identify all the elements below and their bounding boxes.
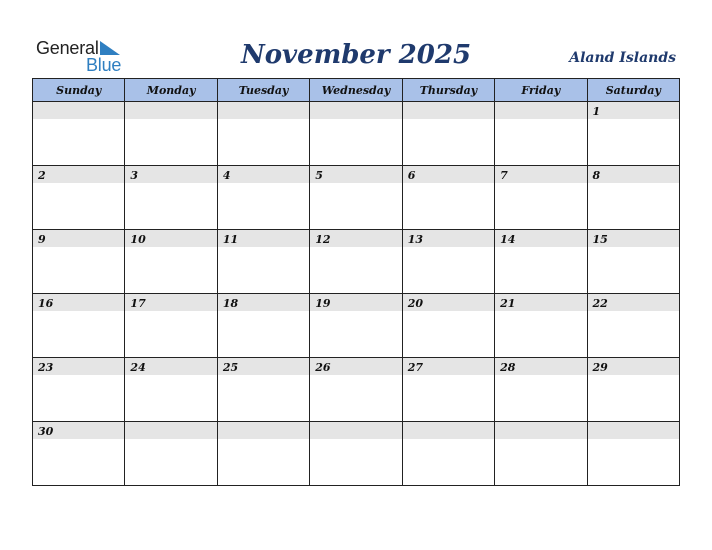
date-band xyxy=(218,102,309,119)
day-number: 19 xyxy=(315,297,331,310)
day-cell[interactable] xyxy=(587,294,679,358)
weekday-header: Tuesday xyxy=(217,79,309,102)
day-cell[interactable] xyxy=(402,294,494,358)
day-cell[interactable] xyxy=(217,230,309,294)
calendar-grid xyxy=(32,78,680,486)
day-cell[interactable] xyxy=(33,166,125,230)
day-cell[interactable] xyxy=(310,358,402,422)
day-cell[interactable] xyxy=(310,102,402,166)
day-cell[interactable] xyxy=(587,230,679,294)
date-band xyxy=(125,102,216,119)
weekday-header: Monday xyxy=(125,79,217,102)
day-cell[interactable] xyxy=(495,166,587,230)
day-cell[interactable] xyxy=(402,102,494,166)
day-cell[interactable] xyxy=(125,294,217,358)
date-band xyxy=(33,166,124,183)
day-number: 14 xyxy=(500,233,516,246)
day-cell[interactable] xyxy=(495,358,587,422)
day-number: 21 xyxy=(500,297,516,310)
day-number: 7 xyxy=(500,169,508,182)
date-band xyxy=(588,102,679,119)
calendar-title: November 2025 xyxy=(240,40,472,70)
day-number: 8 xyxy=(592,169,601,182)
day-cell[interactable] xyxy=(33,358,125,422)
date-band xyxy=(495,422,586,439)
day-cell[interactable] xyxy=(495,230,587,294)
weekday-header: Friday xyxy=(495,79,587,102)
day-cell[interactable] xyxy=(495,102,587,166)
day-number: 5 xyxy=(315,169,323,182)
weekday-header: Saturday xyxy=(587,79,679,102)
date-band xyxy=(125,422,216,439)
day-cell[interactable] xyxy=(33,294,125,358)
day-cell[interactable] xyxy=(402,230,494,294)
day-cell[interactable] xyxy=(402,166,494,230)
day-cell[interactable] xyxy=(33,102,125,166)
week-row xyxy=(33,102,680,166)
day-number: 16 xyxy=(38,297,54,310)
day-cell[interactable] xyxy=(310,230,402,294)
week-row xyxy=(33,422,680,486)
day-cell[interactable] xyxy=(495,294,587,358)
week-row xyxy=(33,358,680,422)
day-number: 12 xyxy=(315,233,331,246)
day-cell[interactable] xyxy=(125,102,217,166)
weekday-header: Thursday xyxy=(402,79,494,102)
date-band xyxy=(495,166,586,183)
day-number: 30 xyxy=(38,425,54,438)
weekday-header: Wednesday xyxy=(310,79,402,102)
date-band xyxy=(403,166,494,183)
date-band xyxy=(33,230,124,247)
week-row xyxy=(33,166,680,230)
day-cell[interactable] xyxy=(587,102,679,166)
day-number: 2 xyxy=(38,169,46,182)
week-row xyxy=(33,294,680,358)
date-band xyxy=(218,422,309,439)
day-number: 17 xyxy=(130,297,146,310)
day-cell[interactable] xyxy=(587,422,679,486)
weekday-header-row xyxy=(33,79,680,102)
date-band xyxy=(33,102,124,119)
day-cell[interactable] xyxy=(587,358,679,422)
day-cell[interactable] xyxy=(217,422,309,486)
day-cell[interactable] xyxy=(402,422,494,486)
country-label: Aland Islands xyxy=(569,50,676,66)
day-cell[interactable] xyxy=(33,422,125,486)
day-cell[interactable] xyxy=(310,422,402,486)
day-cell[interactable] xyxy=(310,294,402,358)
logo-general-text: General xyxy=(36,38,99,58)
day-cell[interactable] xyxy=(587,166,679,230)
day-number: 23 xyxy=(38,361,54,374)
day-number: 20 xyxy=(407,297,423,310)
logo-blue-text: Blue xyxy=(86,55,122,75)
day-cell[interactable] xyxy=(33,230,125,294)
day-number: 13 xyxy=(407,233,423,246)
day-cell[interactable] xyxy=(217,294,309,358)
day-number: 22 xyxy=(592,297,608,310)
day-number: 28 xyxy=(500,361,516,374)
date-band xyxy=(310,166,401,183)
day-number: 18 xyxy=(222,297,239,310)
day-number: 10 xyxy=(130,233,146,246)
date-band xyxy=(403,422,494,439)
day-number: 15 xyxy=(592,233,608,246)
date-band xyxy=(588,166,679,183)
date-band xyxy=(588,422,679,439)
day-number: 6 xyxy=(407,169,416,182)
day-number: 24 xyxy=(130,361,146,374)
day-cell[interactable] xyxy=(125,422,217,486)
date-band xyxy=(495,102,586,119)
day-number: 1 xyxy=(592,105,601,118)
day-number: 9 xyxy=(38,233,46,246)
day-number: 25 xyxy=(222,361,239,374)
day-cell[interactable] xyxy=(125,358,217,422)
day-number: 27 xyxy=(407,361,423,374)
date-band xyxy=(125,166,216,183)
day-number: 29 xyxy=(592,361,608,374)
date-band xyxy=(403,102,494,119)
date-band xyxy=(310,102,401,119)
day-cell[interactable] xyxy=(125,166,217,230)
week-row xyxy=(33,230,680,294)
day-number: 4 xyxy=(222,169,231,182)
day-cell[interactable] xyxy=(217,102,309,166)
day-cell[interactable] xyxy=(125,230,217,294)
day-number: 3 xyxy=(130,169,139,182)
day-cell[interactable] xyxy=(217,166,309,230)
date-band xyxy=(218,166,309,183)
day-cell[interactable] xyxy=(310,166,402,230)
day-cell[interactable] xyxy=(402,358,494,422)
day-number: 26 xyxy=(315,361,331,374)
day-cell[interactable] xyxy=(217,358,309,422)
day-cell[interactable] xyxy=(495,422,587,486)
day-number: 11 xyxy=(222,233,239,246)
weekday-header: Sunday xyxy=(33,79,125,102)
date-band xyxy=(310,422,401,439)
